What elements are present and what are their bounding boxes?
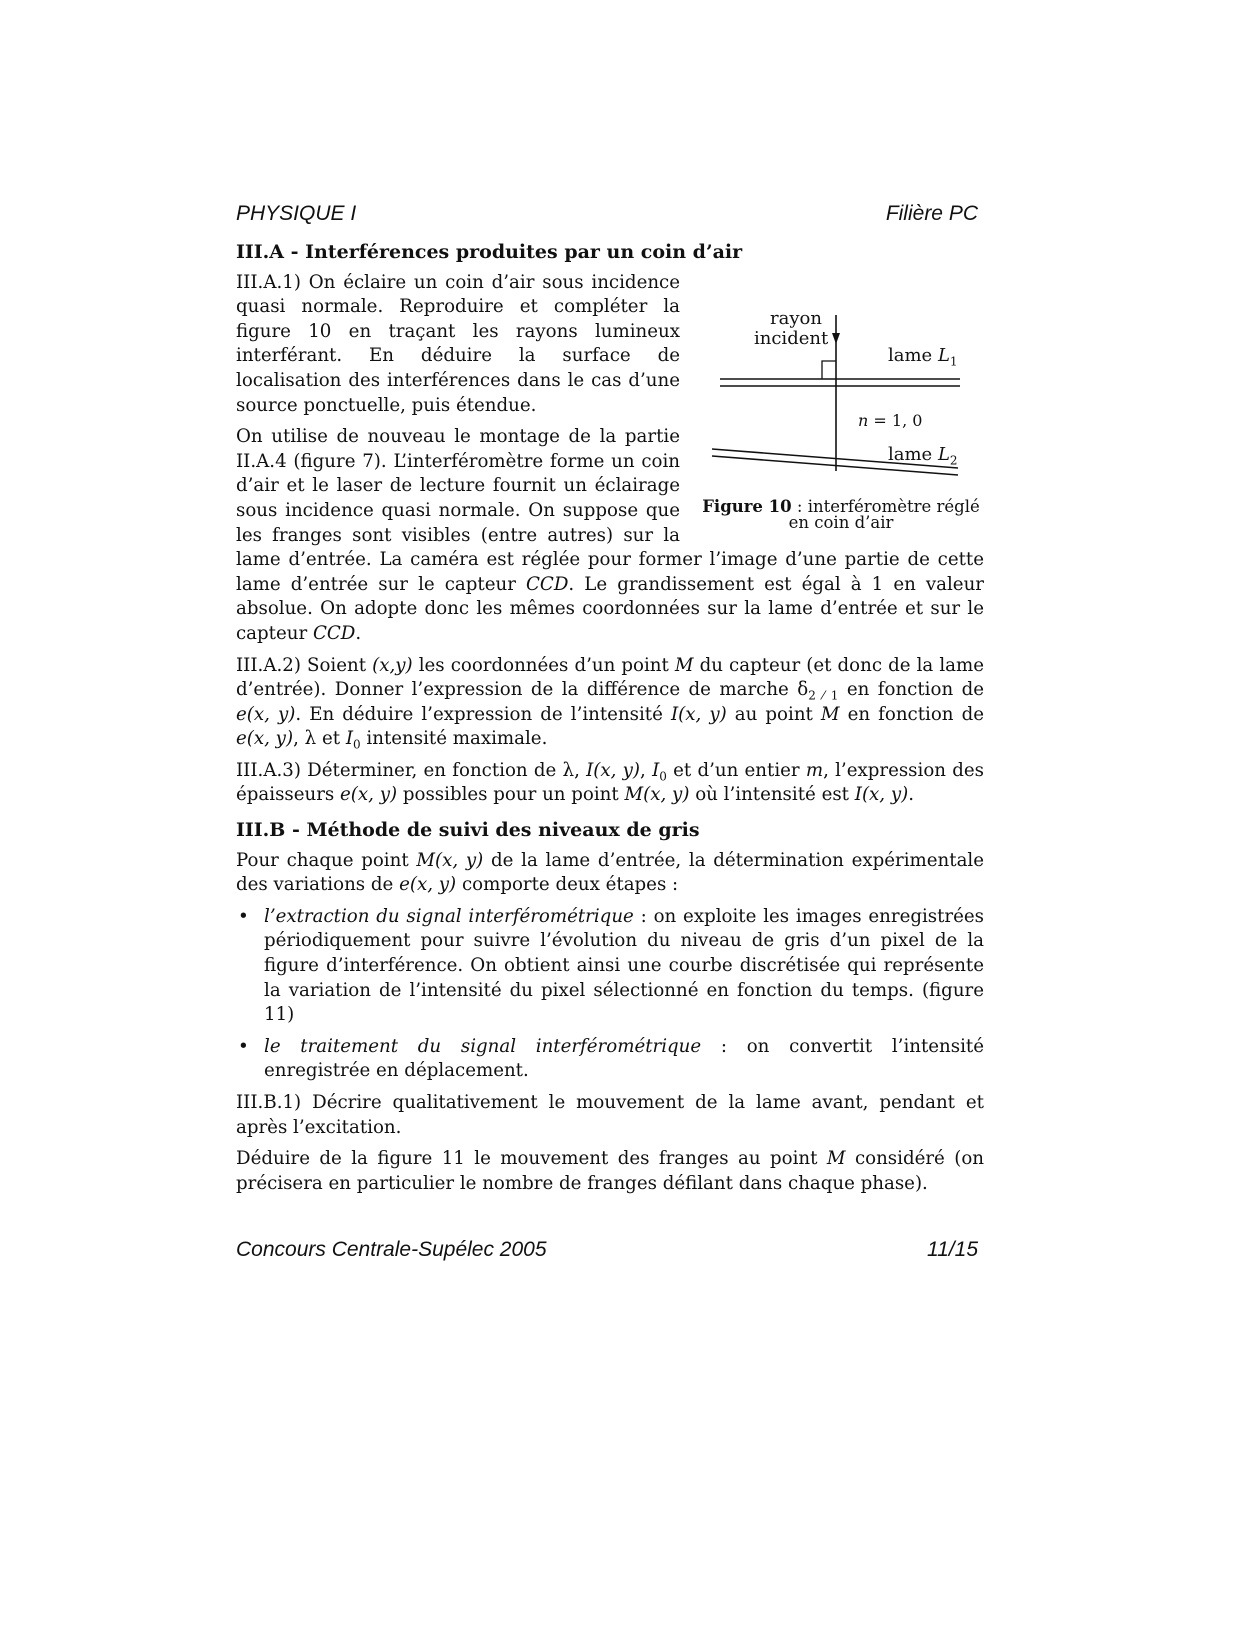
footer-left: Concours Centrale-Supélec 2005: [236, 1238, 547, 1261]
paragraph-b-fringes: Déduire de la figure 11 le mouvement des franges au point M considéré (on précisera en particulier le nombre de franges défilant dans chaque phase).: [236, 1148, 985, 1194]
right-angle-mark: [822, 361, 836, 379]
paragraph-b-intro: Pour chaque point M(x, y) de la lame d’entrée, la détermination expérimentale des variations de e(x, y) comporte deux étapes :: [236, 849, 984, 896]
list-item: • l’extraction du signal interférométrique : on exploite les images enregistrées périodiquement pour suivre l’évolution du niveau de gris d’un pixel de la figure d’interférence. On obtient ainsi une courbe discrétisée qui représente la variation de l’intensité du pixel sélectionné en fonction du temps. (figure 11): [238, 905, 984, 1026]
section-b-title: III.B - Méthode de suivi des niveaux de gris: [236, 819, 700, 842]
question-a2: III.A.2) Soient (x,y) les coordonnées d’un point M du capteur (et donc de la lame d’entrée). Donner l’expression de la différence de marche $\delta_{2 ⁄ 1}$ en fonction de e(x, y). En déduire l’expression de l’intensité I(x, y) au point M en fonction de e(x, y), λ et $I_0$ intensité maximale.: [236, 654, 984, 752]
label-refractive-index: n = 1, 0: [858, 410, 923, 430]
footer-page-number: 11/15: [927, 1238, 978, 1261]
question-b1: III.B.1) Décrire qualitativement le mouvement de la lame avant, pendant et après l’excitation.: [236, 1092, 984, 1138]
section-a-title: III.A - Interférences produites par un coin d’air: [236, 241, 743, 263]
figure-10-drawing: [698, 275, 984, 533]
header-left: PHYSIQUE I: [236, 202, 357, 225]
list-item: • le traitement du signal interférométrique : on convertit l’intensité enregistrée en déplacement.: [238, 1035, 984, 1082]
header-right: Filière PC: [885, 202, 978, 225]
paragraph-a-setup: On utilise de nouveau le montage de la partie II.A.4 (figure 7). L’interféromètre forme un coin d’air et le laser de lecture fournit un éclairage sous incidence quasi normale. On suppose que les franges sont visibles (entre autres) sur la lame d’entrée. La caméra est réglée pour former l’image d’une partie de cette lame d’entrée sur le capteur CCD. Le grandissement est égal à 1 en valeur absolue. On adopte donc les mêmes coordonnées sur la lame d’entrée et sur le capteur CCD.: [236, 426, 984, 644]
question-a3: III.A.3) Déterminer, en fonction de λ, I(x, y), $I_0$ et d’un entier m, l’expression des épaisseurs e(x, y) possibles pour un point M(x, y) où l’intensité est I(x, y).: [236, 759, 984, 806]
label-rayon: rayon: [770, 307, 822, 329]
steps-list: [236, 905, 984, 1084]
figure-10: [698, 275, 984, 533]
label-lame-l1: lame $L_1$: [888, 344, 958, 369]
incident-ray-arrow: [832, 333, 840, 344]
label-lame-l2: lame $L_2$: [888, 443, 958, 468]
page-body: [236, 240, 984, 1203]
label-incident: incident: [754, 327, 829, 349]
figure-10-caption: Figure 10 : interféromètre réglé en coin d’air: [702, 496, 980, 532]
question-a1: III.A.1) On éclaire un coin d’air sous incidence quasi normale. Reproduire et compléter la figure 10 en traçant les rayons lumineux interférant. En déduire la surface de localisation des interférences dans le cas d’une source ponctuelle, puis étendue.: [236, 271, 680, 416]
